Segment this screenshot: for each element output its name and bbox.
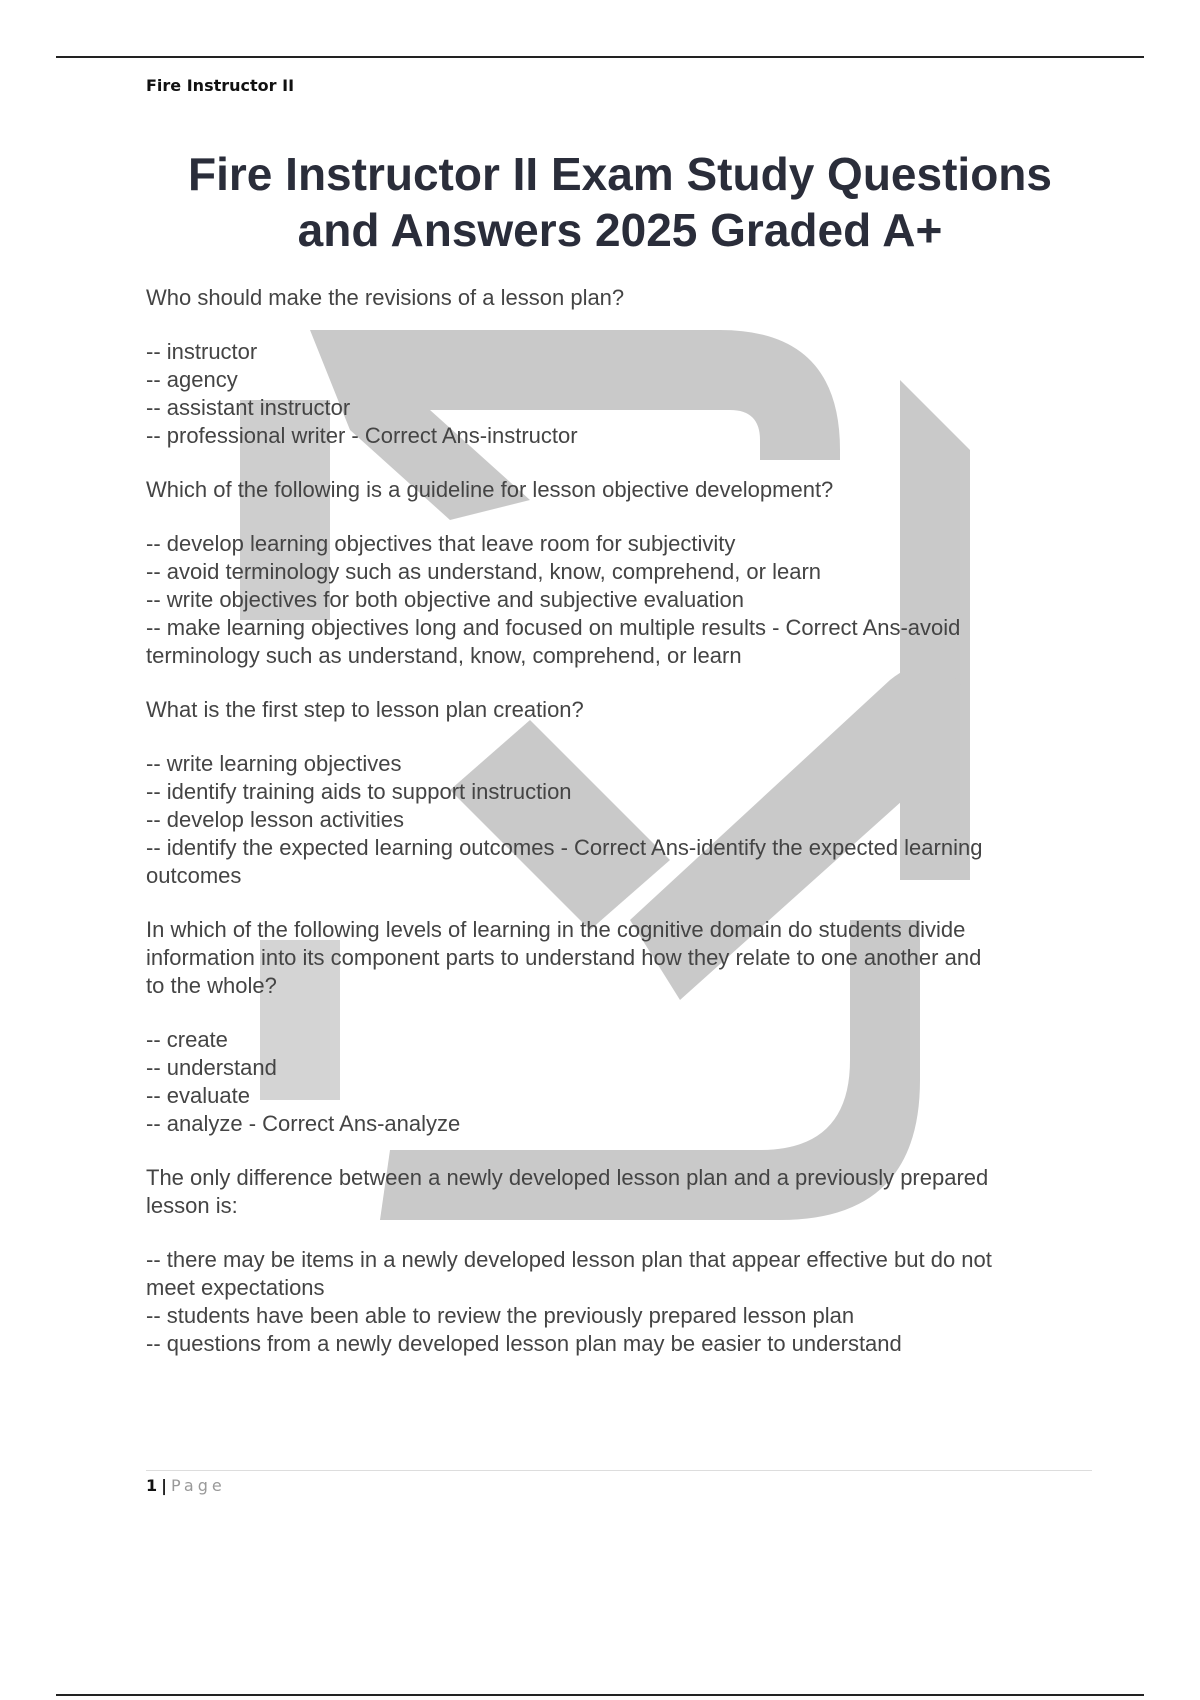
answer-option: -- write objectives for both objective and subjective evaluation [146,587,744,612]
answer-option: -- professional writer - Correct Ans-instructor [146,423,578,448]
question-2 [146,476,1086,504]
page-footer [146,1476,226,1495]
answer-option: -- questions from a newly developed lesson plan may be easier to understand [146,1331,902,1356]
answer-option: -- assistant instructor [146,395,351,420]
title-line-1: Fire Instructor II Exam Study Questions [188,148,1052,200]
qa-content [146,284,1086,1384]
answer-option: -- evaluate [146,1083,250,1108]
footer-rule [146,1470,1092,1471]
answers-3 [146,750,1086,890]
question-text: The only difference between a newly developed lesson plan and a previously prepared [146,1165,989,1190]
answer-option: -- instructor [146,339,258,364]
answer-option: -- identify training aids to support instruction [146,779,572,804]
answers-5 [146,1246,1086,1358]
question-text: What is the first step to lesson plan creation? [146,697,584,722]
answer-option: -- develop learning objectives that leave room for subjectivity [146,531,736,556]
question-text: to the whole? [146,973,277,998]
title-line-2: and Answers 2025 Graded A+ [297,204,943,256]
answer-option: -- analyze - Correct Ans-analyze [146,1111,461,1136]
document-title [130,146,1110,258]
question-4 [146,916,1086,1000]
answer-option: -- develop lesson activities [146,807,405,832]
page-label: Page [170,1476,226,1495]
running-header: Fire Instructor II [146,76,295,95]
answers-4 [146,1026,1086,1138]
answers-1 [146,338,1086,450]
bottom-rule [56,1694,1144,1696]
answer-option: meet expectations [146,1275,325,1300]
answer-option: -- write learning objectives [146,751,402,776]
answer-option: outcomes [146,863,242,888]
answer-option: terminology such as understand, know, comprehend, or learn [146,643,742,668]
answer-option: -- make learning objectives long and focused on multiple results - Correct Ans-avoid [146,615,961,640]
answer-option: -- identify the expected learning outcomes - Correct Ans-identify the expected learning [146,835,983,860]
page-number: 1 [146,1476,158,1495]
question-text: In which of the following levels of learning in the cognitive domain do students divide [146,917,966,942]
question-3 [146,696,1086,724]
question-1 [146,284,1086,312]
question-text: Which of the following is a guideline for lesson objective development? [146,477,834,502]
question-5 [146,1164,1086,1220]
footer-separator: | [161,1476,167,1495]
answer-option: -- avoid terminology such as understand, know, comprehend, or learn [146,559,822,584]
answer-option: -- create [146,1027,228,1052]
question-text: lesson is: [146,1193,238,1218]
answers-2 [146,530,1086,670]
answer-option: -- understand [146,1055,277,1080]
answer-option: -- agency [146,367,238,392]
top-rule [56,56,1144,58]
answer-option: -- students have been able to review the previously prepared lesson plan [146,1303,855,1328]
answer-option: -- there may be items in a newly developed lesson plan that appear effective but do not [146,1247,992,1272]
question-text: information into its component parts to understand how they relate to one another and [146,945,982,970]
question-text: Who should make the revisions of a lesson plan? [146,285,625,310]
